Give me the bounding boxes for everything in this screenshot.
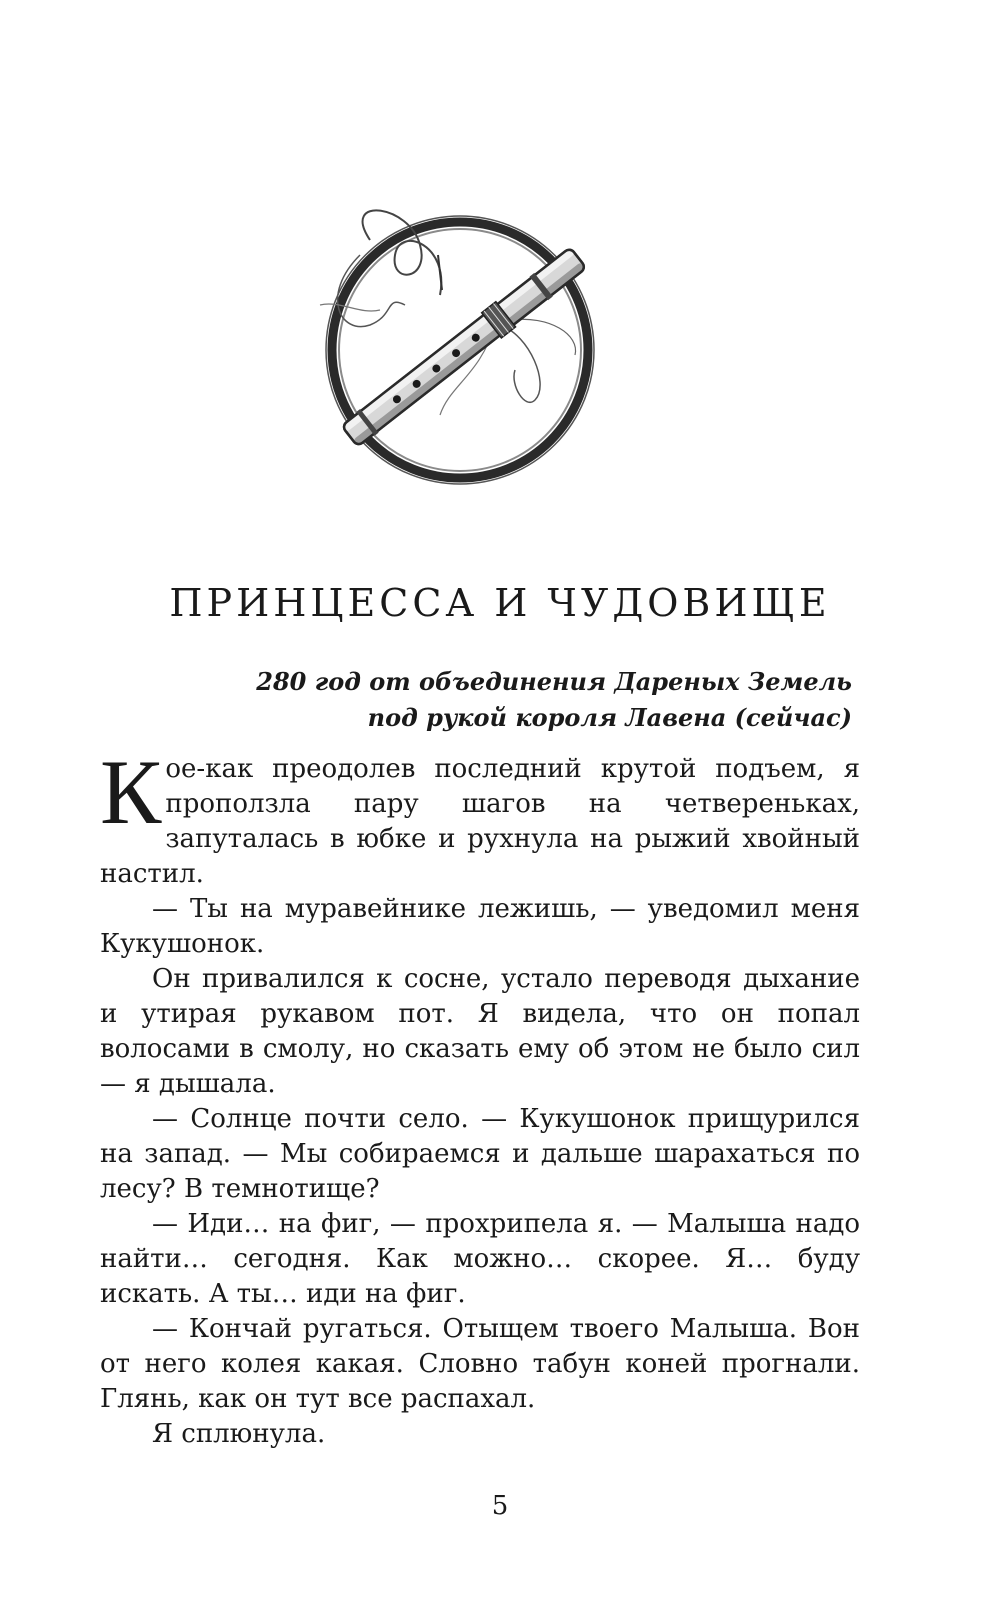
- epigraph-line-1: 280 год от объединения Дареных Земель: [256, 667, 852, 696]
- epigraph-line-2: под рукой короля Лавена (сейчас): [367, 703, 852, 732]
- page-number: 5: [491, 1491, 509, 1521]
- chapter-title: ПРИНЦЕССА И ЧУДОВИЩЕ: [169, 581, 831, 625]
- paragraph-3: Он привалился к сосне, устало переводя дыхание и утирая рукавом пот. Я видела, что он попал волосами в смолу, но сказать ему об этом не было сил — я дышала.: [100, 964, 860, 1099]
- body-text: [100, 741, 860, 1452]
- paragraph-2: — Ты на муравейнике лежишь, — уведомил меня Кукушонок.: [100, 894, 860, 959]
- drop-cap: К: [100, 741, 162, 843]
- paragraph-1: [100, 741, 860, 892]
- ring-with-flute-icon: [300, 185, 620, 505]
- paragraph-1-text: ое-как преодолев последний крутой подъем, я проползла пару шагов на четвереньках, запуталась в юбке и рухнула на рыжий хвойный настил.: [100, 754, 860, 889]
- paragraph-7: Я сплюнула.: [152, 1419, 326, 1449]
- paragraph-5: — Иди… на фиг, — прохрипела я. — Малыша надо найти… сегодня. Как можно… скорее. Я… буду искать. А ты… иди на фиг.: [100, 1209, 860, 1309]
- epigraph: [256, 664, 852, 736]
- paragraph-4: — Солнце почти село. — Кукушонок прищурился на запад. — Мы собираемся и дальше шарахаться по лесу? В темнотище?: [100, 1104, 860, 1204]
- paragraph-6: — Кончай ругаться. Отыщем твоего Малыша. Вон от него колея какая. Словно табун коней прогнали. Глянь, как он тут все распахал.: [100, 1314, 860, 1414]
